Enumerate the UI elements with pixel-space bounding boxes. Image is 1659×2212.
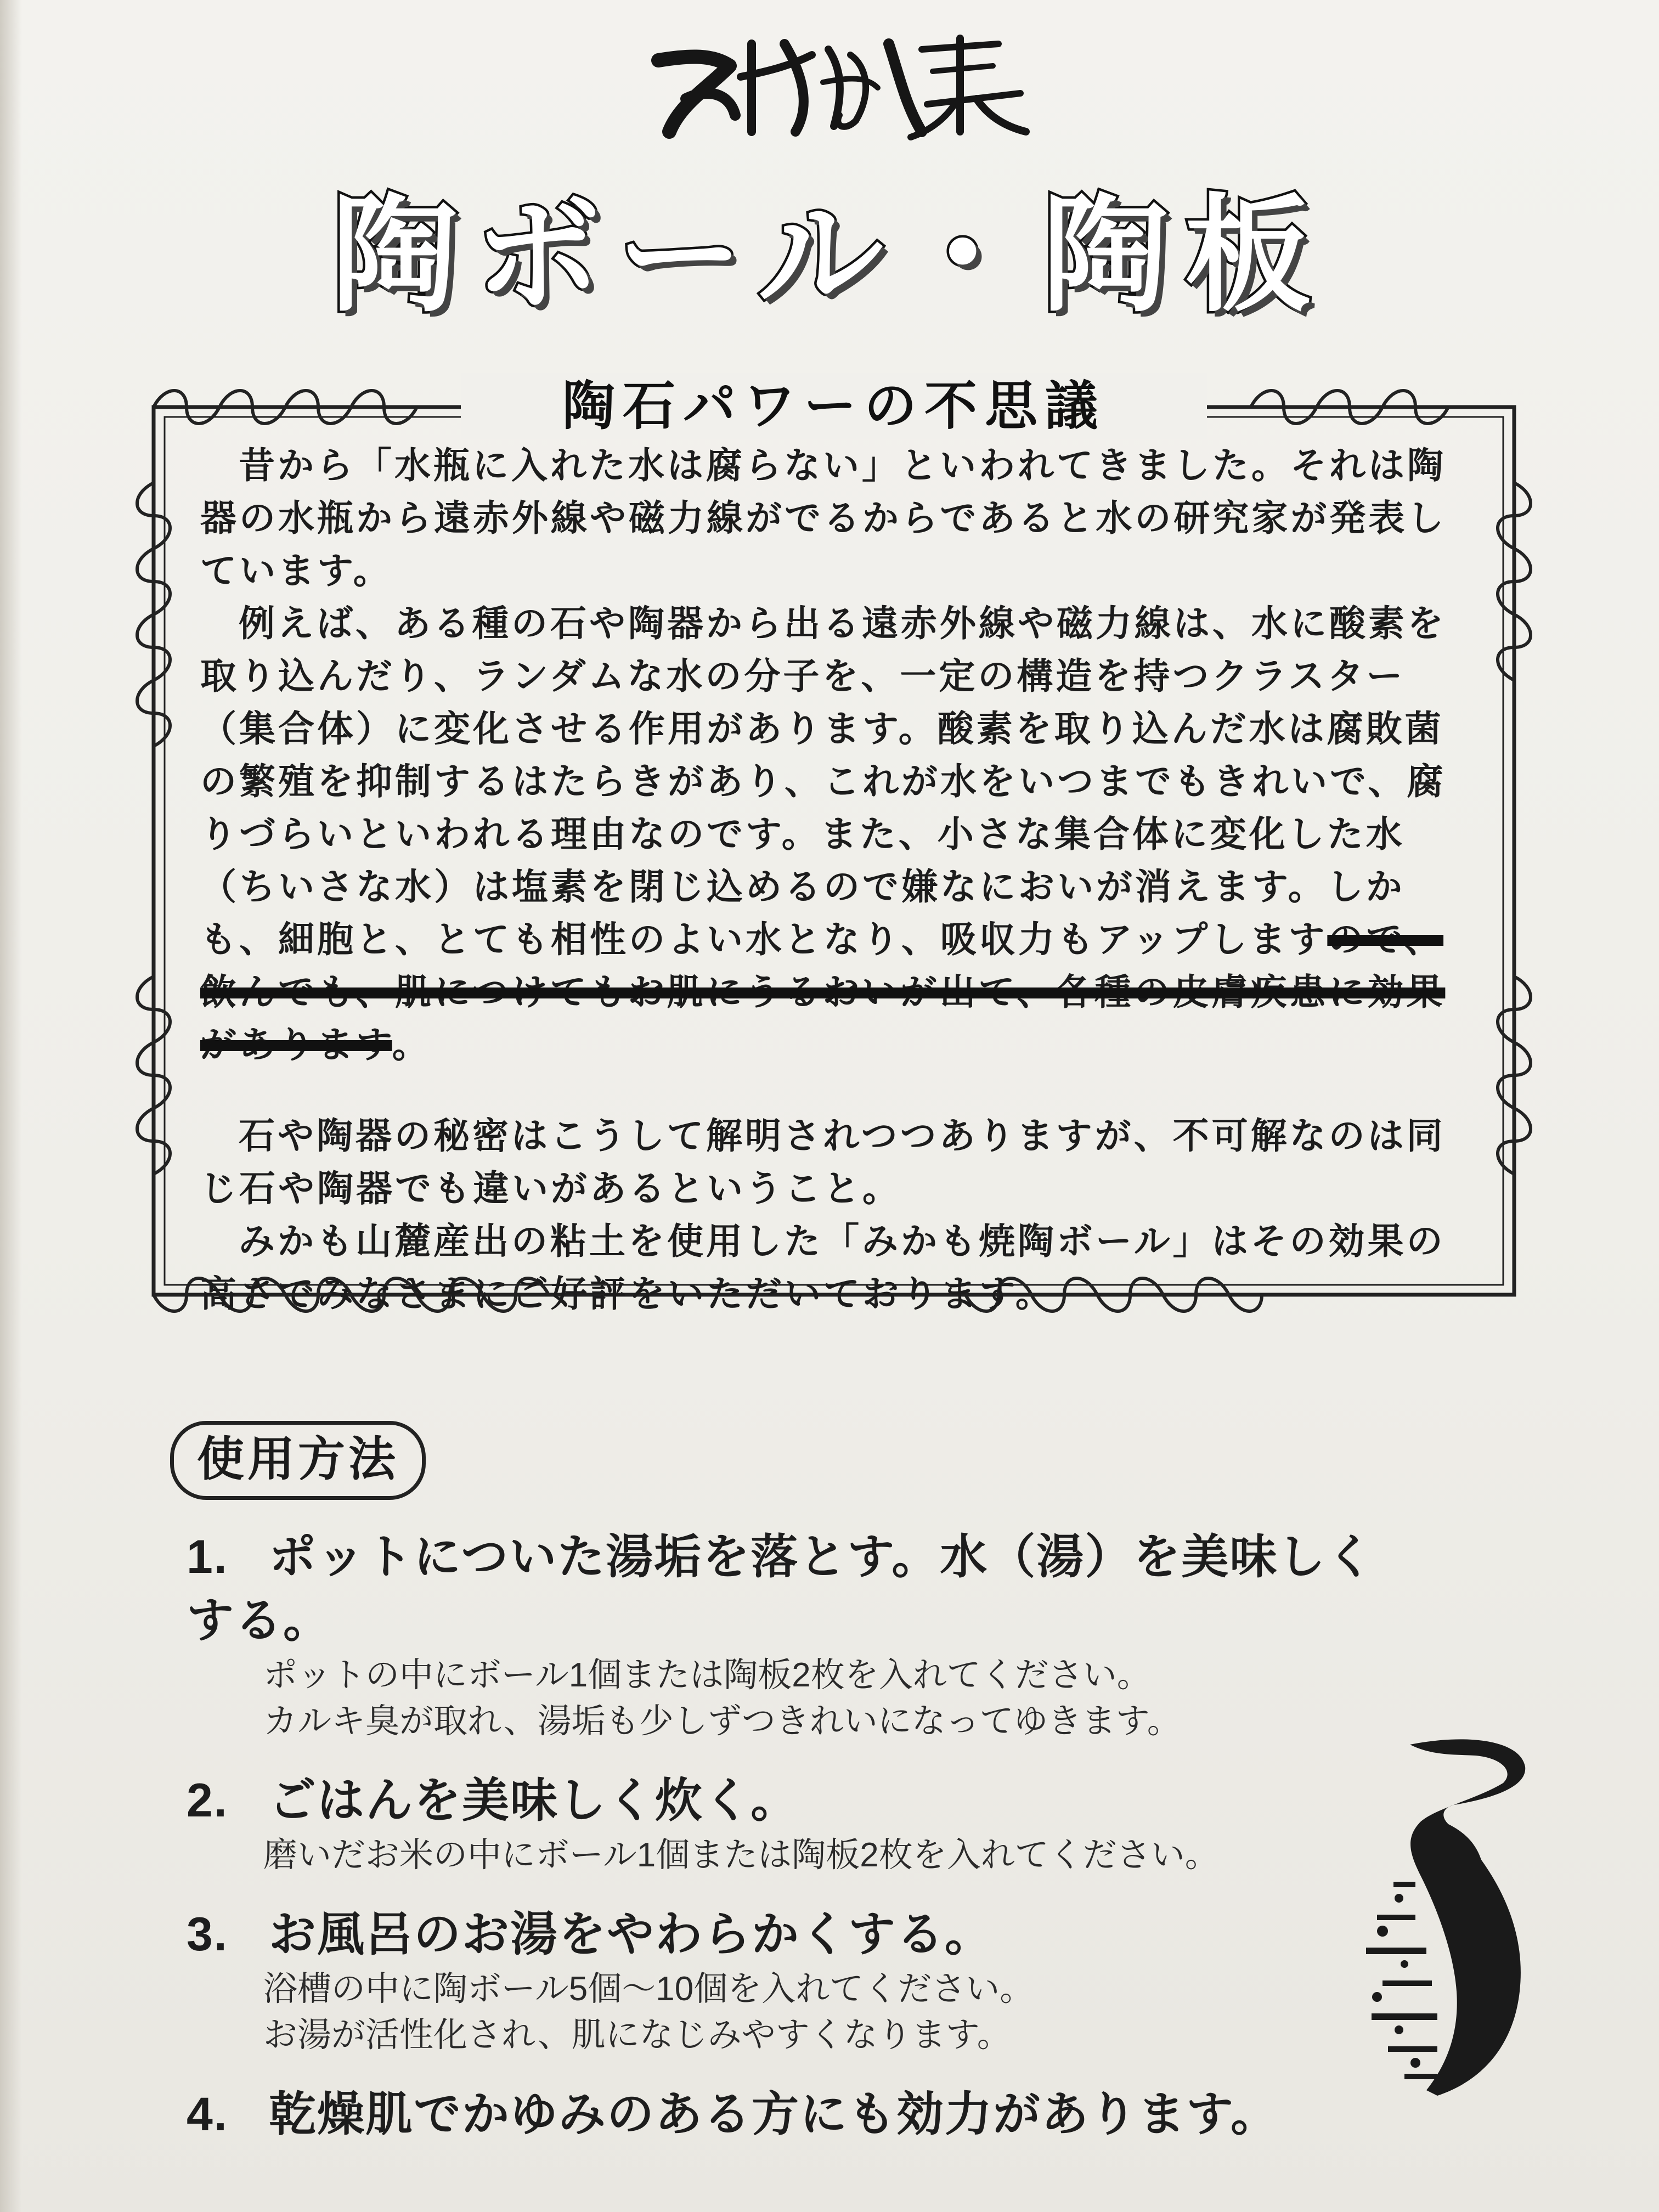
step-detail: ポットの中にボール1個または陶板2枚を入れてください。 [263,1656,1151,1694]
usage-step-2 [187,1769,1393,1878]
main-title: 陶ボール・陶板 [331,183,1328,329]
step-number: 2. [187,1774,228,1827]
brand-logo-icon [647,22,1031,143]
usage-step-1 [187,1525,1393,1745]
box-title: 陶石パワーの不思議 [461,373,1207,439]
vase-icon [1344,1734,1575,2107]
box-body [200,439,1462,1320]
step-detail: 磨いだお米の中にボール1個または陶板2枚を入れてください。 [263,1836,1219,1874]
step-title: お風呂のお湯をやわらかくする。 [269,1908,993,1961]
paragraph-2-end: 。 [392,1023,431,1066]
step-number: 1. [187,1531,228,1583]
step-number: 3. [187,1908,228,1961]
usage-heading: 使用方法 [170,1421,426,1500]
info-frame [132,373,1536,1322]
step-title: ごはんを美味しく炊く。 [269,1774,799,1827]
paragraph-2-main: 例えば、ある種の石や陶器から出る遠赤外線や磁力線は、水に酸素を取り込んだり、ランダムな水の分子を、一定の構造を持つクラスター（集合体）に変化させる作用があります。酸素を取り込んだ水は腐敗菌の繁殖を抑制するはたらきがあり、これが水をいつまでもきれいで、腐りづらいといわれる理由なのです。また、小さな集合体に変化した水（ちいさな水）は塩素を閉じ込めるので嫌なにおいが消えます。しかも、細胞と、とても相性のよい水となり、吸収力もアップします [200,602,1446,961]
step-heading [187,1525,1393,1652]
step-heading [187,1903,1393,1966]
paragraph-3: 石や陶器の秘密はこうして解明されつつありますが、不可解なのは同じ石や陶器でも違いがあるということ。 [200,1114,1446,1210]
step-number: 4. [187,2088,228,2141]
step-detail: 浴槽の中に陶ボール5個〜10個を入れてください。 [263,1970,1034,2008]
paragraph-2-struck-text: ので、飲んでも、肌につけてもお肌にうるおいが出て、各種の皮膚疾患に効果があります [200,918,1446,1066]
step-detail: カルキ臭が取れ、湯垢も少しずつきれいになってゆきます。 [263,1702,1181,1740]
usage-step-3 [187,1903,1393,2058]
paragraph-1: 昔から「水瓶に入れた水は腐らない」といわれてきました。それは陶器の水瓶から遠赤外線や磁力線がでるからであると水の研究家が発表しています。 [200,444,1447,592]
step-title: ポットについた湯垢を落とす。水（湯）を美味しくする。 [187,1531,1375,1647]
paragraph-2 [200,597,1462,1071]
paragraph-4: みかも山麓産出の粘土を使用した「みかも焼陶ボール」はその効果の高さでみなさまにご好評をいただいております。 [200,1220,1446,1315]
usage-list [187,1525,1393,2170]
step-heading [187,2083,1393,2146]
step-detail: お湯が活性化され、肌になじみやすくなります。 [263,2016,1011,2054]
usage-step-4 [187,2083,1393,2146]
step-title: 乾燥肌でかゆみのある方にも効力があります。 [269,2088,1279,2141]
step-heading [187,1769,1393,1832]
